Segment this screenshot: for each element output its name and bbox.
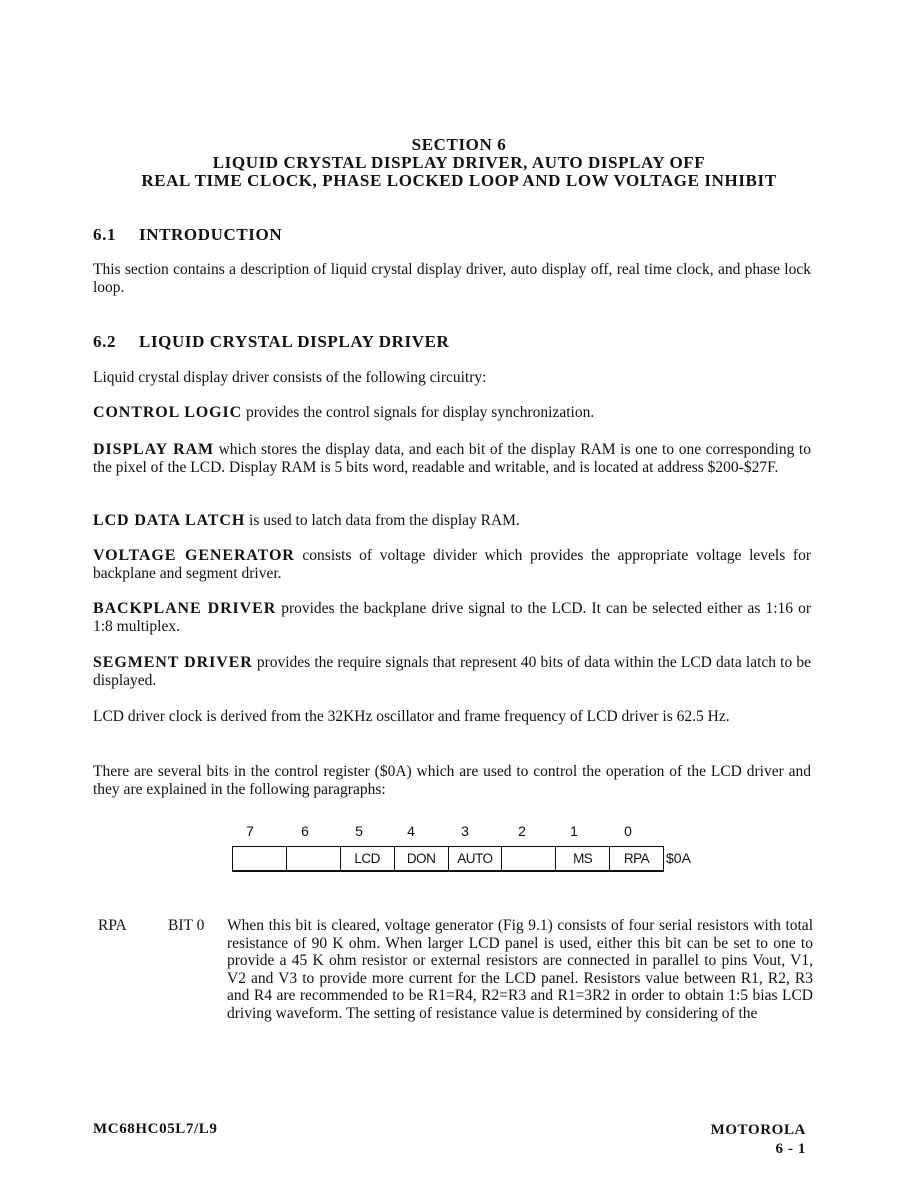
bit-number-1: 1: [570, 823, 578, 839]
voltage-generator-text: consists of voltage divider which provides the appropriate voltage levels for backplane and segment driver.: [93, 547, 811, 582]
bit-number-3: 3: [461, 823, 469, 839]
footer-right-block: [711, 1121, 806, 1159]
register-cell-lcd: LCD: [341, 847, 395, 870]
control-logic-paragraph: [93, 404, 811, 422]
segment-driver-paragraph: [93, 654, 811, 690]
backplane-driver-text: provides the backplane drive signal to the LCD. It can be selected either as 1:16 or 1:8 multiplex.: [93, 600, 811, 635]
segment-driver-lead: SEGMENT DRIVER: [93, 654, 253, 671]
lcd-heading-title: LIQUID CRYSTAL DISPLAY DRIVER: [139, 332, 450, 351]
register-cell-don: DON: [395, 847, 449, 870]
voltage-generator-lead: VOLTAGE GENERATOR: [93, 547, 295, 564]
display-ram-paragraph: [93, 441, 811, 477]
bit-number-6: 6: [301, 823, 309, 839]
intro-heading: [93, 225, 282, 245]
footer-part-number: MC68HC05L7/L9: [93, 1121, 218, 1137]
intro-paragraph: This section contains a description of liquid crystal display driver, auto display off, real time clock, and phase lock loop.: [93, 261, 811, 296]
bit-description-name: RPA: [98, 917, 127, 934]
control-register-diagram: [232, 846, 664, 872]
footer-page-number: 6 - 1: [775, 1141, 806, 1157]
display-ram-text: which stores the display data, and each bit of the display RAM is one to one corresponding to the pixel of the LCD. Display RAM is 5 bits word, readable and writable, and is located at address $200-$27F.: [93, 441, 811, 476]
register-address: $0A: [666, 850, 691, 866]
register-cell-ms: MS: [556, 847, 610, 870]
bit-number-0: 0: [624, 823, 632, 839]
bit-description-bit: BIT 0: [168, 917, 205, 934]
bit-number-2: 2: [518, 823, 526, 839]
register-cell-rpa: RPA: [623, 851, 650, 866]
bit-number-7: 7: [246, 823, 254, 839]
voltage-generator-paragraph: [93, 547, 811, 583]
intro-heading-number: 6.1: [93, 225, 117, 244]
backplane-driver-paragraph: [93, 600, 811, 636]
lcd-clock-paragraph: LCD driver clock is derived from the 32KHz oscillator and frame frequency of LCD driver is 62.5 Hz.: [93, 708, 730, 725]
lcd-data-latch-lead: LCD DATA LATCH: [93, 512, 246, 529]
register-cell-bit-6: [287, 847, 341, 870]
section-title-line-1: LIQUID CRYSTAL DISPLAY DRIVER, AUTO DISPLAY OFF: [212, 153, 706, 172]
section-title-line-2: REAL TIME CLOCK, PHASE LOCKED LOOP AND LOW VOLTAGE INHIBIT: [141, 171, 777, 190]
lcd-data-latch-paragraph: [93, 512, 811, 530]
section-number: SECTION 6: [411, 135, 507, 154]
lcd-heading-number: 6.2: [93, 332, 117, 351]
control-logic-text: provides the control signals for display synchronization.: [242, 404, 595, 421]
lcd-data-latch-text: is used to latch data from the display RAM.: [245, 512, 520, 529]
display-ram-lead: DISPLAY RAM: [93, 441, 214, 458]
register-cell-bit-2: [502, 847, 556, 870]
lcd-intro-paragraph: Liquid crystal display driver consists of the following circuitry:: [93, 369, 487, 386]
lcd-heading: [93, 332, 449, 352]
control-logic-lead: CONTROL LOGIC: [93, 404, 243, 421]
bit-number-5: 5: [355, 823, 363, 839]
footer-brand: MOTOROLA: [710, 1122, 806, 1138]
register-cell-auto: AUTO: [449, 847, 503, 870]
bit-description-text: When this bit is cleared, voltage generator (Fig 9.1) consists of four serial resistors with total resistance of 90 K ohm. When larger LCD panel is used, either this bit can be set to one to provide a 45 K ohm resistor or external resistors are connected in parallel to pins Vout, V1, V2 and V3 to provide more current for the LCD panel. Resistors value between R1, R2, R3 and R4 are recommended to be R1=R4, R2=R3 and R1=3R2 in order to obtain 1:5 bias LCD driving waveform. The setting of resistance value is determined by considering of the: [227, 917, 813, 1022]
intro-heading-title: INTRODUCTION: [139, 225, 283, 244]
segment-driver-text: provides the require signals that represent 40 bits of data within the LCD data latch to be displayed.: [93, 654, 811, 689]
bit-number-4: 4: [407, 823, 415, 839]
register-cell-bit-7: [233, 847, 287, 870]
register-intro-paragraph: There are several bits in the control register ($0A) which are used to control the operation of the LCD driver and they are explained in the following paragraphs:: [93, 763, 811, 798]
backplane-driver-lead: BACKPLANE DRIVER: [93, 600, 277, 617]
